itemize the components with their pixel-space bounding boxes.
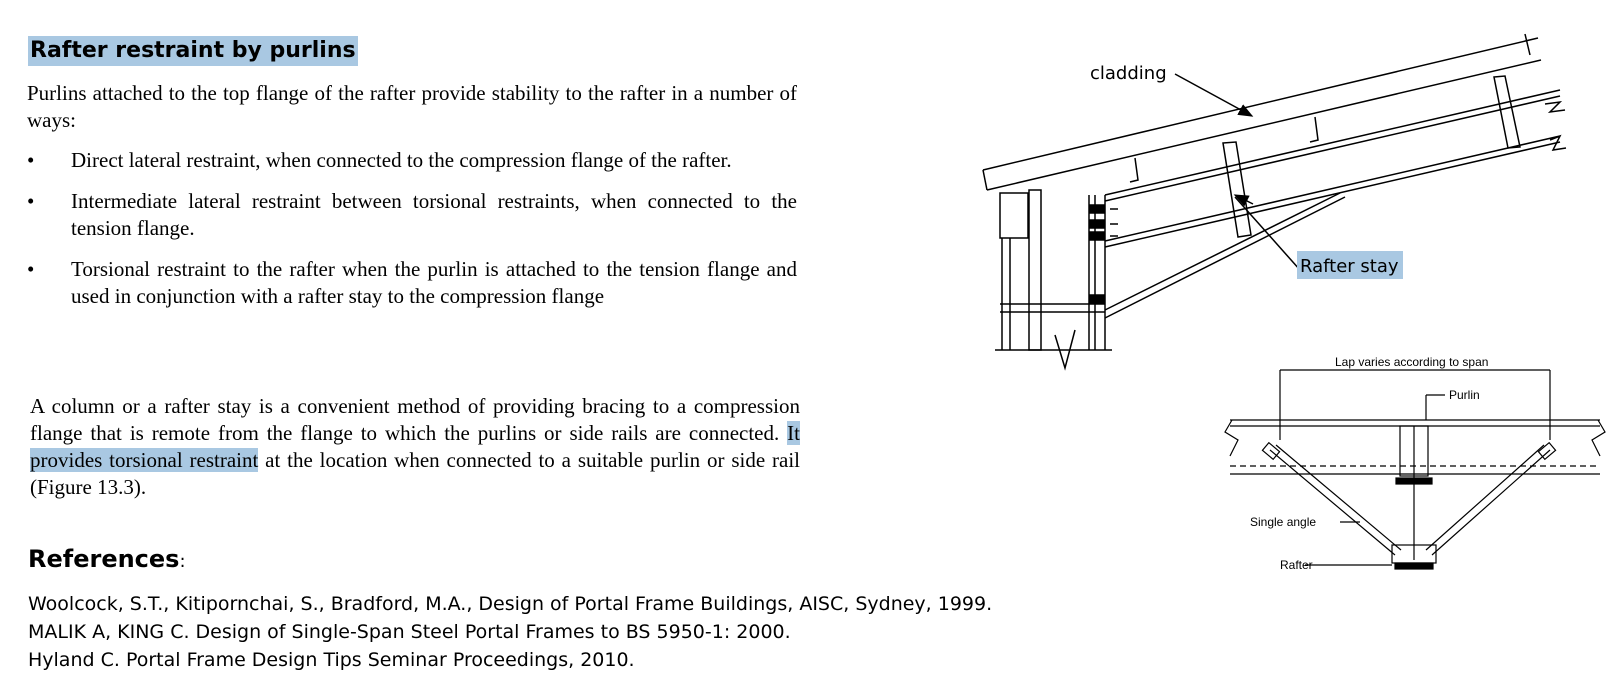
- reference-item: Hyland C. Portal Frame Design Tips Seminar Proceedings, 2010.: [28, 649, 635, 671]
- references-title: References: [28, 545, 180, 573]
- list-item-text: Intermediate lateral restraint between torsional restraints, when connected to the tension flange.: [71, 189, 797, 240]
- purlin: [1310, 117, 1318, 142]
- purlin-label: Purlin: [1449, 388, 1480, 402]
- list-item-text: Direct lateral restraint, when connected to the compression flange of the rafter.: [71, 148, 732, 172]
- rafter-top-flange: [1105, 90, 1560, 195]
- purlin-with-stay: [1494, 76, 1520, 148]
- paragraph-text: A column or a rafter stay is a convenient method of providing bracing to a compression flange that is remote from the flange to which the purlins or side rails are connected.: [30, 394, 800, 445]
- paragraph-text-end: at the location when connected to a suitable purlin or side rail (Figure 13.3).: [30, 448, 800, 499]
- list-item-text: Torsional restraint to the rafter when the purlin is attached to the tension flange and used in conjunction with a rafter stay to the compression flange: [71, 257, 797, 308]
- rafter-stay-leader: [1235, 197, 1300, 270]
- cladding-sheet-lower: [987, 60, 1541, 190]
- bullet-icon: •: [27, 257, 35, 281]
- section-heading: Rafter restraint by purlins: [28, 36, 358, 66]
- column-web: [1029, 190, 1041, 350]
- cladding-sheet: [983, 38, 1538, 170]
- lap-detail-figure: [1225, 370, 1605, 569]
- reference-item: Woolcock, S.T., Kitipornchai, S., Bradford, M.A., Design of Portal Frame Buildings, AISC, Sydney, 1999.: [28, 593, 993, 615]
- purlin-with-stay: [1223, 142, 1251, 237]
- cladding-label: cladding: [1090, 63, 1167, 84]
- intro-paragraph: Purlins attached to the top flange of the rafter provide stability to the rafter in a number of ways:: [27, 81, 797, 132]
- references-colon: :: [179, 551, 186, 572]
- rafter-bottom-flange: [1105, 136, 1560, 241]
- rafter-stay-label: Rafter stay: [1300, 256, 1399, 277]
- frame-drawing: [983, 34, 1566, 368]
- lap-label: Lap varies according to span: [1335, 355, 1489, 369]
- bullet-icon: •: [27, 189, 35, 213]
- single-angle-label: Single angle: [1250, 515, 1317, 529]
- rafter-label: Rafter: [1280, 558, 1313, 572]
- highlighted-text: It provides torsional restraint: [30, 421, 800, 472]
- cladding-arrow: [1175, 74, 1252, 116]
- bullet-icon: •: [27, 148, 35, 172]
- purlin: [1130, 158, 1138, 182]
- reference-item: MALIK A, KING C. Design of Single-Span Steel Portal Frames to BS 5950-1: 2000.: [28, 621, 791, 643]
